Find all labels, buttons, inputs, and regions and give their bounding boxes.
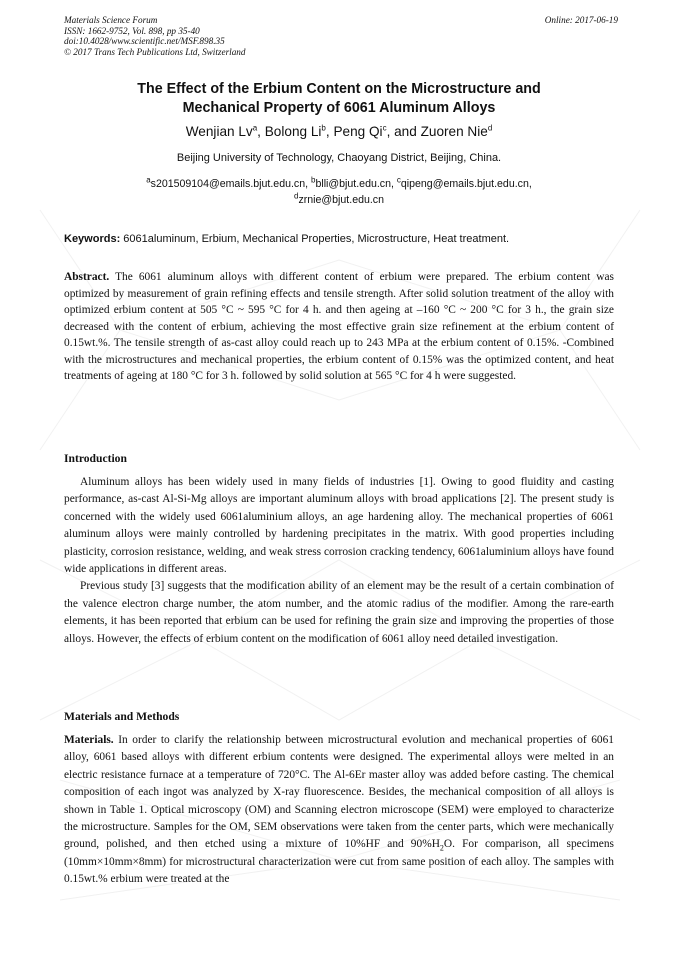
email-line-2 [64,192,614,208]
author-superscript: b [321,123,326,133]
author-name: Wenjian Lv [185,124,253,139]
author-superscript: a [252,123,258,133]
email-superscript: c [396,175,401,185]
keywords-line [64,232,616,247]
title-line-1: The Effect of the Erbium Content on the Microstructure and [137,81,541,97]
author-name: Bolong Li [264,124,322,139]
materials-paragraph [64,732,614,889]
affiliation: Beijing University of Technology, Chaoyang District, Beijing, China. [176,152,502,164]
introduction-body [64,474,614,648]
copyright-line: © 2017 Trans Tech Publications Ltd, Switzerland [64,46,246,57]
email-link[interactable]: qipeng@emails.bjut.edu.cn, [400,178,532,190]
author-separator: , [257,124,265,139]
email-superscript: a [146,175,151,185]
author-separator: , and [386,124,421,139]
email-superscript: d [294,191,299,201]
abstract-paragraph [64,269,614,385]
title-line-2: Mechanical Property of 6061 Aluminum Alloys [182,100,496,116]
journal-header [64,15,618,57]
author-superscript: d [487,123,493,133]
introduction-heading: Introduction [64,452,127,465]
email-link[interactable]: s201509104@emails.bjut.edu.cn, [150,178,311,190]
intro-paragraph-2: Previous study [3] suggests that the modification ability of an element may be the result of a certain combination of the valence electron charge number, the atom number, and the atomic radius of the modifier. Among the rare-earth elements, it has been reported that erbium can be used for refining the grain size and improving the properties of those alloys. However, the effects of erbium content on the modification of 6061 alloy need detailed investigation. [64,580,614,645]
email-superscript: b [311,175,316,185]
keywords-text: 6061aluminum, Erbium, Mechanical Properties, Microstructure, Heat treatment. [120,233,510,245]
abstract-label: Abstract. [64,271,110,283]
email-link[interactable]: blli@bjut.edu.cn, [315,178,397,190]
materials-text-b: O. For comparison, all specimens (10mm×10mm×8mm) for microstructural characterization were cut from same position of each alloy. The samples with 0.15wt.% erbium were treated at the [64,838,614,886]
journal-name: Materials Science Forum [64,15,158,25]
author-name: Peng Qi [333,124,383,139]
paper-title [64,80,614,118]
author-emails [64,176,614,208]
doi-line: doi:10.4028/www.scientific.net/MSF.898.35 [64,36,225,47]
author-list [64,123,614,141]
materials-text-a: In order to clarify the relationship between microstructural evolution and mechanical properties of 6061 alloy, 6061 based alloys with different erbium contents were designed. The experimental alloys were melted in an electric resistance furnace at a temperature of 720°C. The Al-6Er master alloy was added before casting. The chemical composition of each ingot was analyzed by X-ray fluorescence. Besides, the mechanical composition of all alloys is shown in Table 1. Optical microscopy (OM) and Scanning electron microscope (SEM) were employed to characterize the microstructure. Samples for the OM, SEM observations were taken from the center parts, which were mechanically ground, polished, and then etched using a mixture of 10%HF and 90%H [64,734,614,851]
subscript-2: 2 [439,843,444,853]
issn-line: ISSN: 1662-9752, Vol. 898, pp 35-40 [64,25,200,36]
author-name: Zuoren Nie [420,124,488,139]
methods-heading: Materials and Methods [64,710,180,723]
abstract-text: The 6061 aluminum alloys with different content of erbium were prepared. The erbium content was optimized by measurement of grain refining effects and tensile strength. After solid solution treatment of the alloy with optimized erbium content at 505 °C ~ 595 °C for 4 h. and then ageing at –160 °C ~ 200 °C for 3 h., the grain size decreased with the content of erbium, achieving the most effective grain size refinement at the erbium content of 0.15wt.%. The tensile strength of as-cast alloy could reach up to 243 MPa at the erbium content of 0.15%. -Combined with the microstructures and mechanical properties, the erbium content of 0.15% was the optimized content, and heat treatments of ageing at 180 °C for 3 h. followed by solid solution at 565 °C for 4 h were suggested. [64,271,614,382]
materials-label: Materials. [64,734,114,746]
online-date: Online: 2017-06-19 [544,15,618,25]
author-superscript: c [382,123,387,133]
email-line-1 [64,176,614,192]
author-separator: , [325,124,334,139]
keywords-label: Keywords: [64,233,121,245]
intro-paragraph-1: Aluminum alloys has been widely used in many fields of industries [1]. Owing to good fluidity and casting performance, as-cast Al-Si-Mg alloys are important aluminum alloys with broad applications [2]. The present study is concerned with the widely used 6061aluminium alloys, an age hardening alloy. The mechanical properties of 6061 aluminum alloys were mainly controlled by hardening precipitates in the matrix. With good properties including plasticity, corrosion resistance, welding, and weak stress corrosion cracking tendency, 6061aluminium alloys have found wide applications in different areas. [64,476,614,576]
email-link[interactable]: zrnie@bjut.edu.cn [298,194,384,206]
